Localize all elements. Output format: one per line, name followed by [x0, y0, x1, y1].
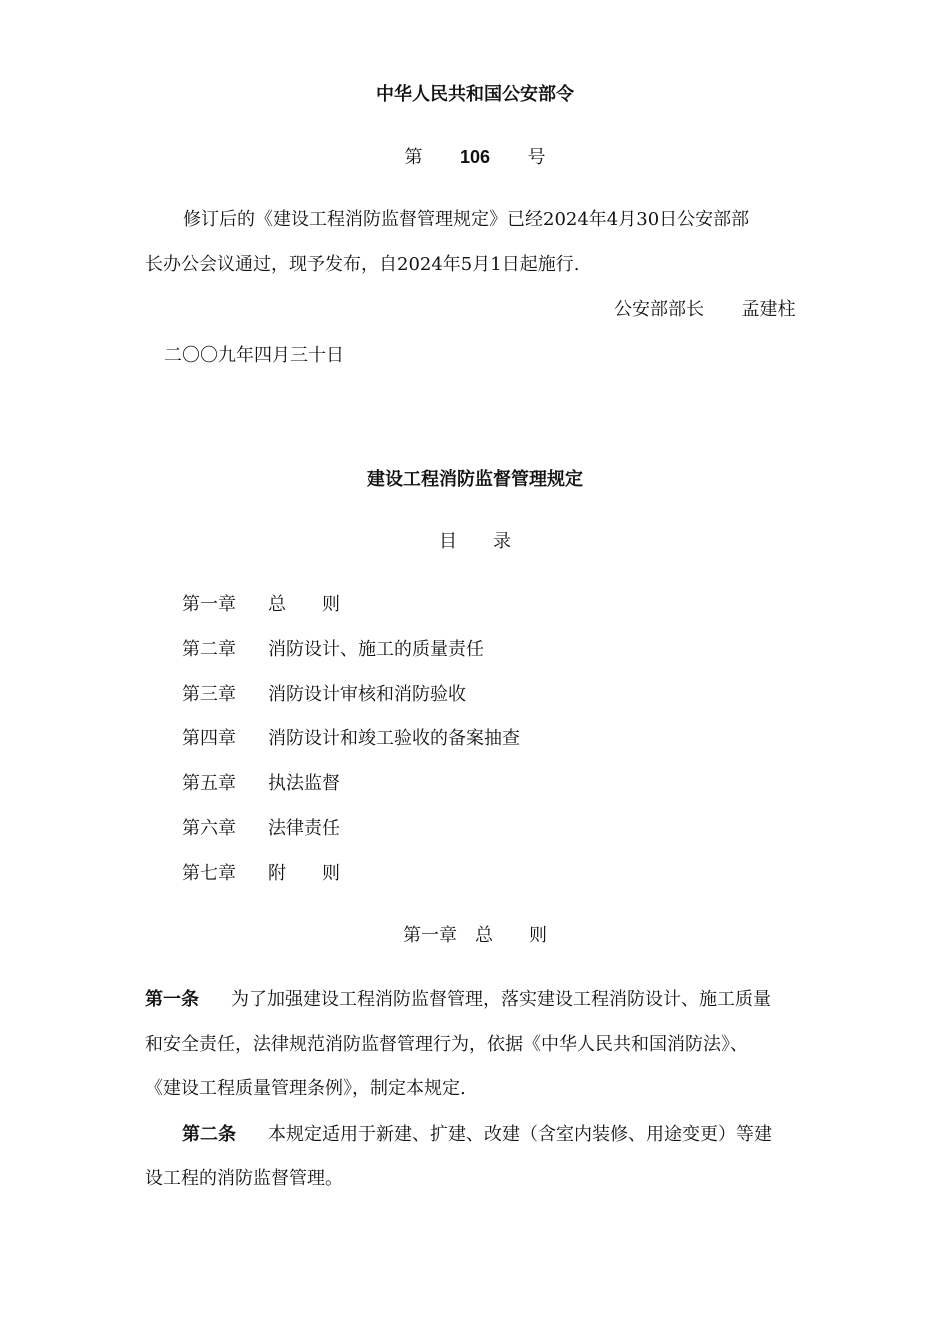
toc-chapter-title: 执法监督	[268, 773, 340, 794]
toc-chapter-title: 法律责任	[268, 818, 340, 839]
toc-chapter-title: 附 则	[268, 863, 340, 884]
toc-chapter-number: 第六章	[182, 818, 236, 839]
order-body-line-1: 修订后的《建设工程消防监督管理规定》已经2024年4月30日公安部部	[183, 209, 750, 230]
toc-chapter-number: 第五章	[182, 773, 236, 794]
regulation-title: 建设工程消防监督管理规定	[367, 469, 583, 490]
toc-chapter-title: 总 则	[268, 594, 340, 615]
toc-chapter-number: 第七章	[182, 863, 236, 884]
toc-chapter-number: 第四章	[182, 728, 236, 749]
order-number-suffix: 号	[527, 147, 546, 168]
toc-chapter-title: 消防设计审核和消防验收	[268, 684, 466, 705]
signature-name: 孟建柱	[741, 299, 796, 320]
article-2-label: 第二条	[182, 1124, 236, 1145]
toc-chapter-number: 第三章	[182, 684, 236, 705]
order-number-prefix: 第	[404, 147, 423, 168]
toc-chapter-title: 消防设计和竣工验收的备案抽查	[268, 728, 520, 749]
chapter-1-heading: 第一章 总 则	[403, 925, 547, 946]
article-1-line-1	[145, 985, 771, 1011]
article-1-text: 为了加强建设工程消防监督管理，落实建设工程消防设计、施工质量	[231, 989, 771, 1010]
signature-title: 公安部部长	[614, 299, 704, 320]
article-1-line-2: 和安全责任，法律规范消防监督管理行为，依据《中华人民共和国消防法》、	[145, 1034, 748, 1055]
order-number	[0, 143, 950, 169]
toc-chapter-number: 第二章	[182, 639, 236, 660]
article-2-line-1	[182, 1120, 772, 1146]
article-2-text: 本规定适用于新建、扩建、改建（含室内装修、用途变更）等建	[268, 1124, 772, 1145]
article-1-line-3: 《建设工程质量管理条例》，制定本规定.	[145, 1078, 466, 1099]
order-title: 中华人民共和国公安部令	[376, 84, 574, 105]
article-2-line-2: 设工程的消防监督管理。	[145, 1168, 343, 1189]
order-number-value: 106	[459, 147, 491, 167]
order-date: 二〇〇九年四月三十日	[164, 345, 344, 366]
order-body-line-2: 长办公会议通过，现予发布，自2024年5月1日起施行.	[145, 254, 580, 275]
article-1-label: 第一条	[145, 989, 199, 1010]
toc-chapter-number: 第一章	[182, 594, 236, 615]
signature	[614, 295, 795, 321]
toc-chapter-title: 消防设计、施工的质量责任	[268, 639, 484, 660]
toc-heading: 目 录	[439, 531, 511, 552]
